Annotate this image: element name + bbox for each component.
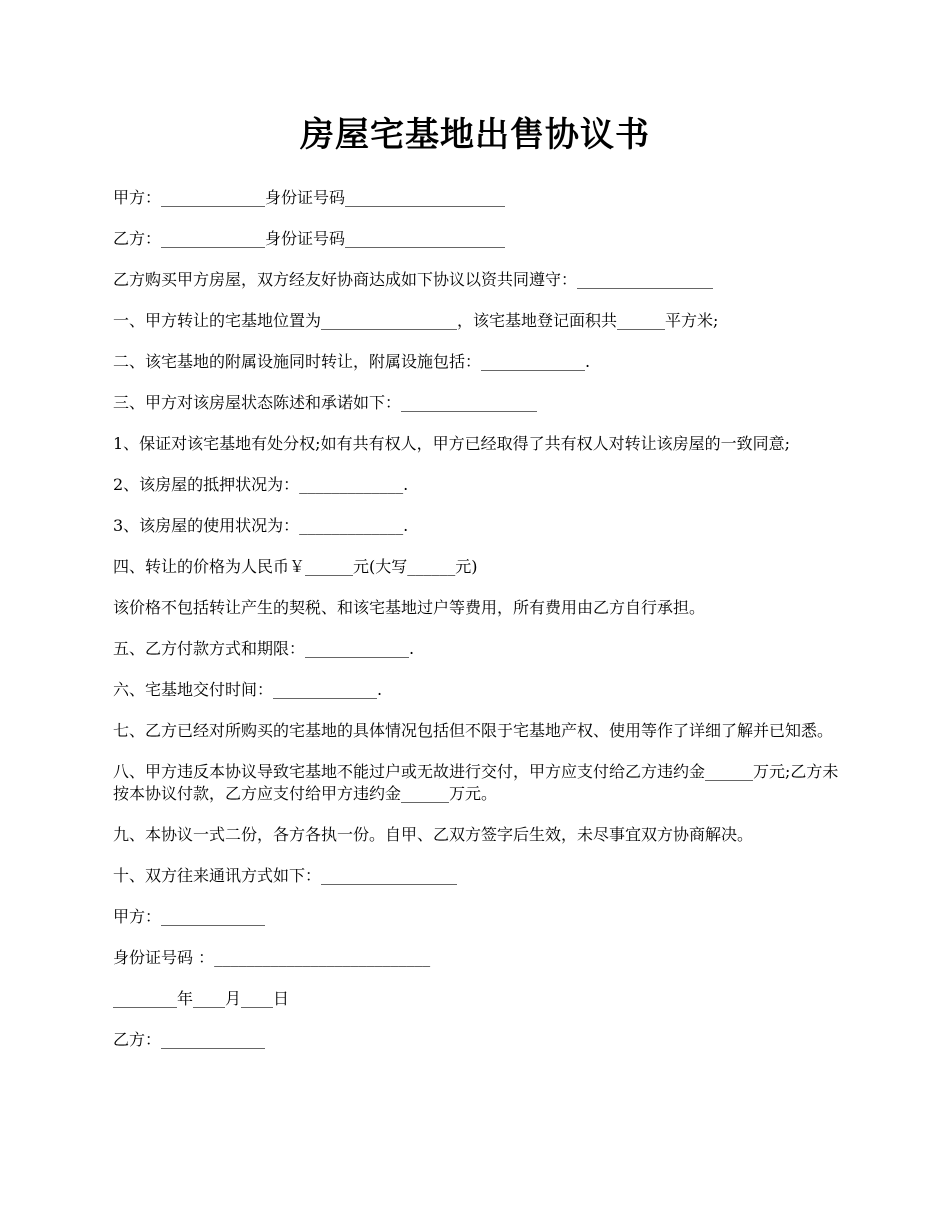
document-title: 房屋宅基地出售协议书 <box>300 115 650 155</box>
clause-3-item-2: 2、该房屋的抵押状况为：_____________. <box>113 475 409 494</box>
signature-party-a: 甲方：_____________ <box>113 907 266 926</box>
clause-1: 一、甲方转让的宅基地位置为_________________，该宅基地登记面积共______平方米; <box>113 311 719 330</box>
clause-10: 十、双方往来通讯方式如下：_________________ <box>113 866 458 885</box>
party-b-line: 乙方：_____________身份证号码____________________ <box>113 229 506 248</box>
signature-party-b: 乙方：_____________ <box>113 1030 266 1049</box>
clause-8: 八、甲方违反本协议导致宅基地不能过户或无故进行交付，甲方应支付给乙方违约金______万元;乙方未按本协议付款，乙方应支付给甲方违约金______万元。 <box>113 762 839 803</box>
clause-3-item-3: 3、该房屋的使用状况为：_____________. <box>113 516 409 535</box>
clause-2: 二、该宅基地的附属设施同时转让，附属设施包括：_____________. <box>113 352 591 371</box>
clause-4: 四、转让的价格为人民币￥______元(大写______元) <box>113 557 478 576</box>
preamble: 乙方购买甲方房屋，双方经友好协商达成如下协议以资共同遵守：_________________ <box>113 270 714 289</box>
clause-6: 六、宅基地交付时间：_____________. <box>113 680 383 699</box>
clause-4-note: 该价格不包括转让产生的契税、和该宅基地过户等费用，所有费用由乙方自行承担。 <box>113 598 706 617</box>
clause-5: 五、乙方付款方式和期限：_____________. <box>113 639 415 658</box>
signature-date: ________年____月____日 <box>113 989 290 1008</box>
clause-9: 九、本协议一式二份，各方各执一份。自甲、乙双方签字后生效，未尽事宜双方协商解决。 <box>113 825 754 844</box>
party-a-line: 甲方：_____________身份证号码____________________ <box>113 188 506 207</box>
signature-id-number: 身份证号码 ：___________________________ <box>113 948 431 967</box>
clause-3: 三、甲方对该房屋状态陈述和承诺如下：_________________ <box>113 393 538 412</box>
clause-3-item-1: 1、保证对该宅基地有处分权;如有共有权人，甲方已经取得了共有权人对转让该房屋的一致同意; <box>113 434 790 453</box>
clause-7: 七、乙方已经对所购买的宅基地的具体情况包括但不限于宅基地产权、使用等作了详细了解并已知悉。 <box>113 721 834 740</box>
